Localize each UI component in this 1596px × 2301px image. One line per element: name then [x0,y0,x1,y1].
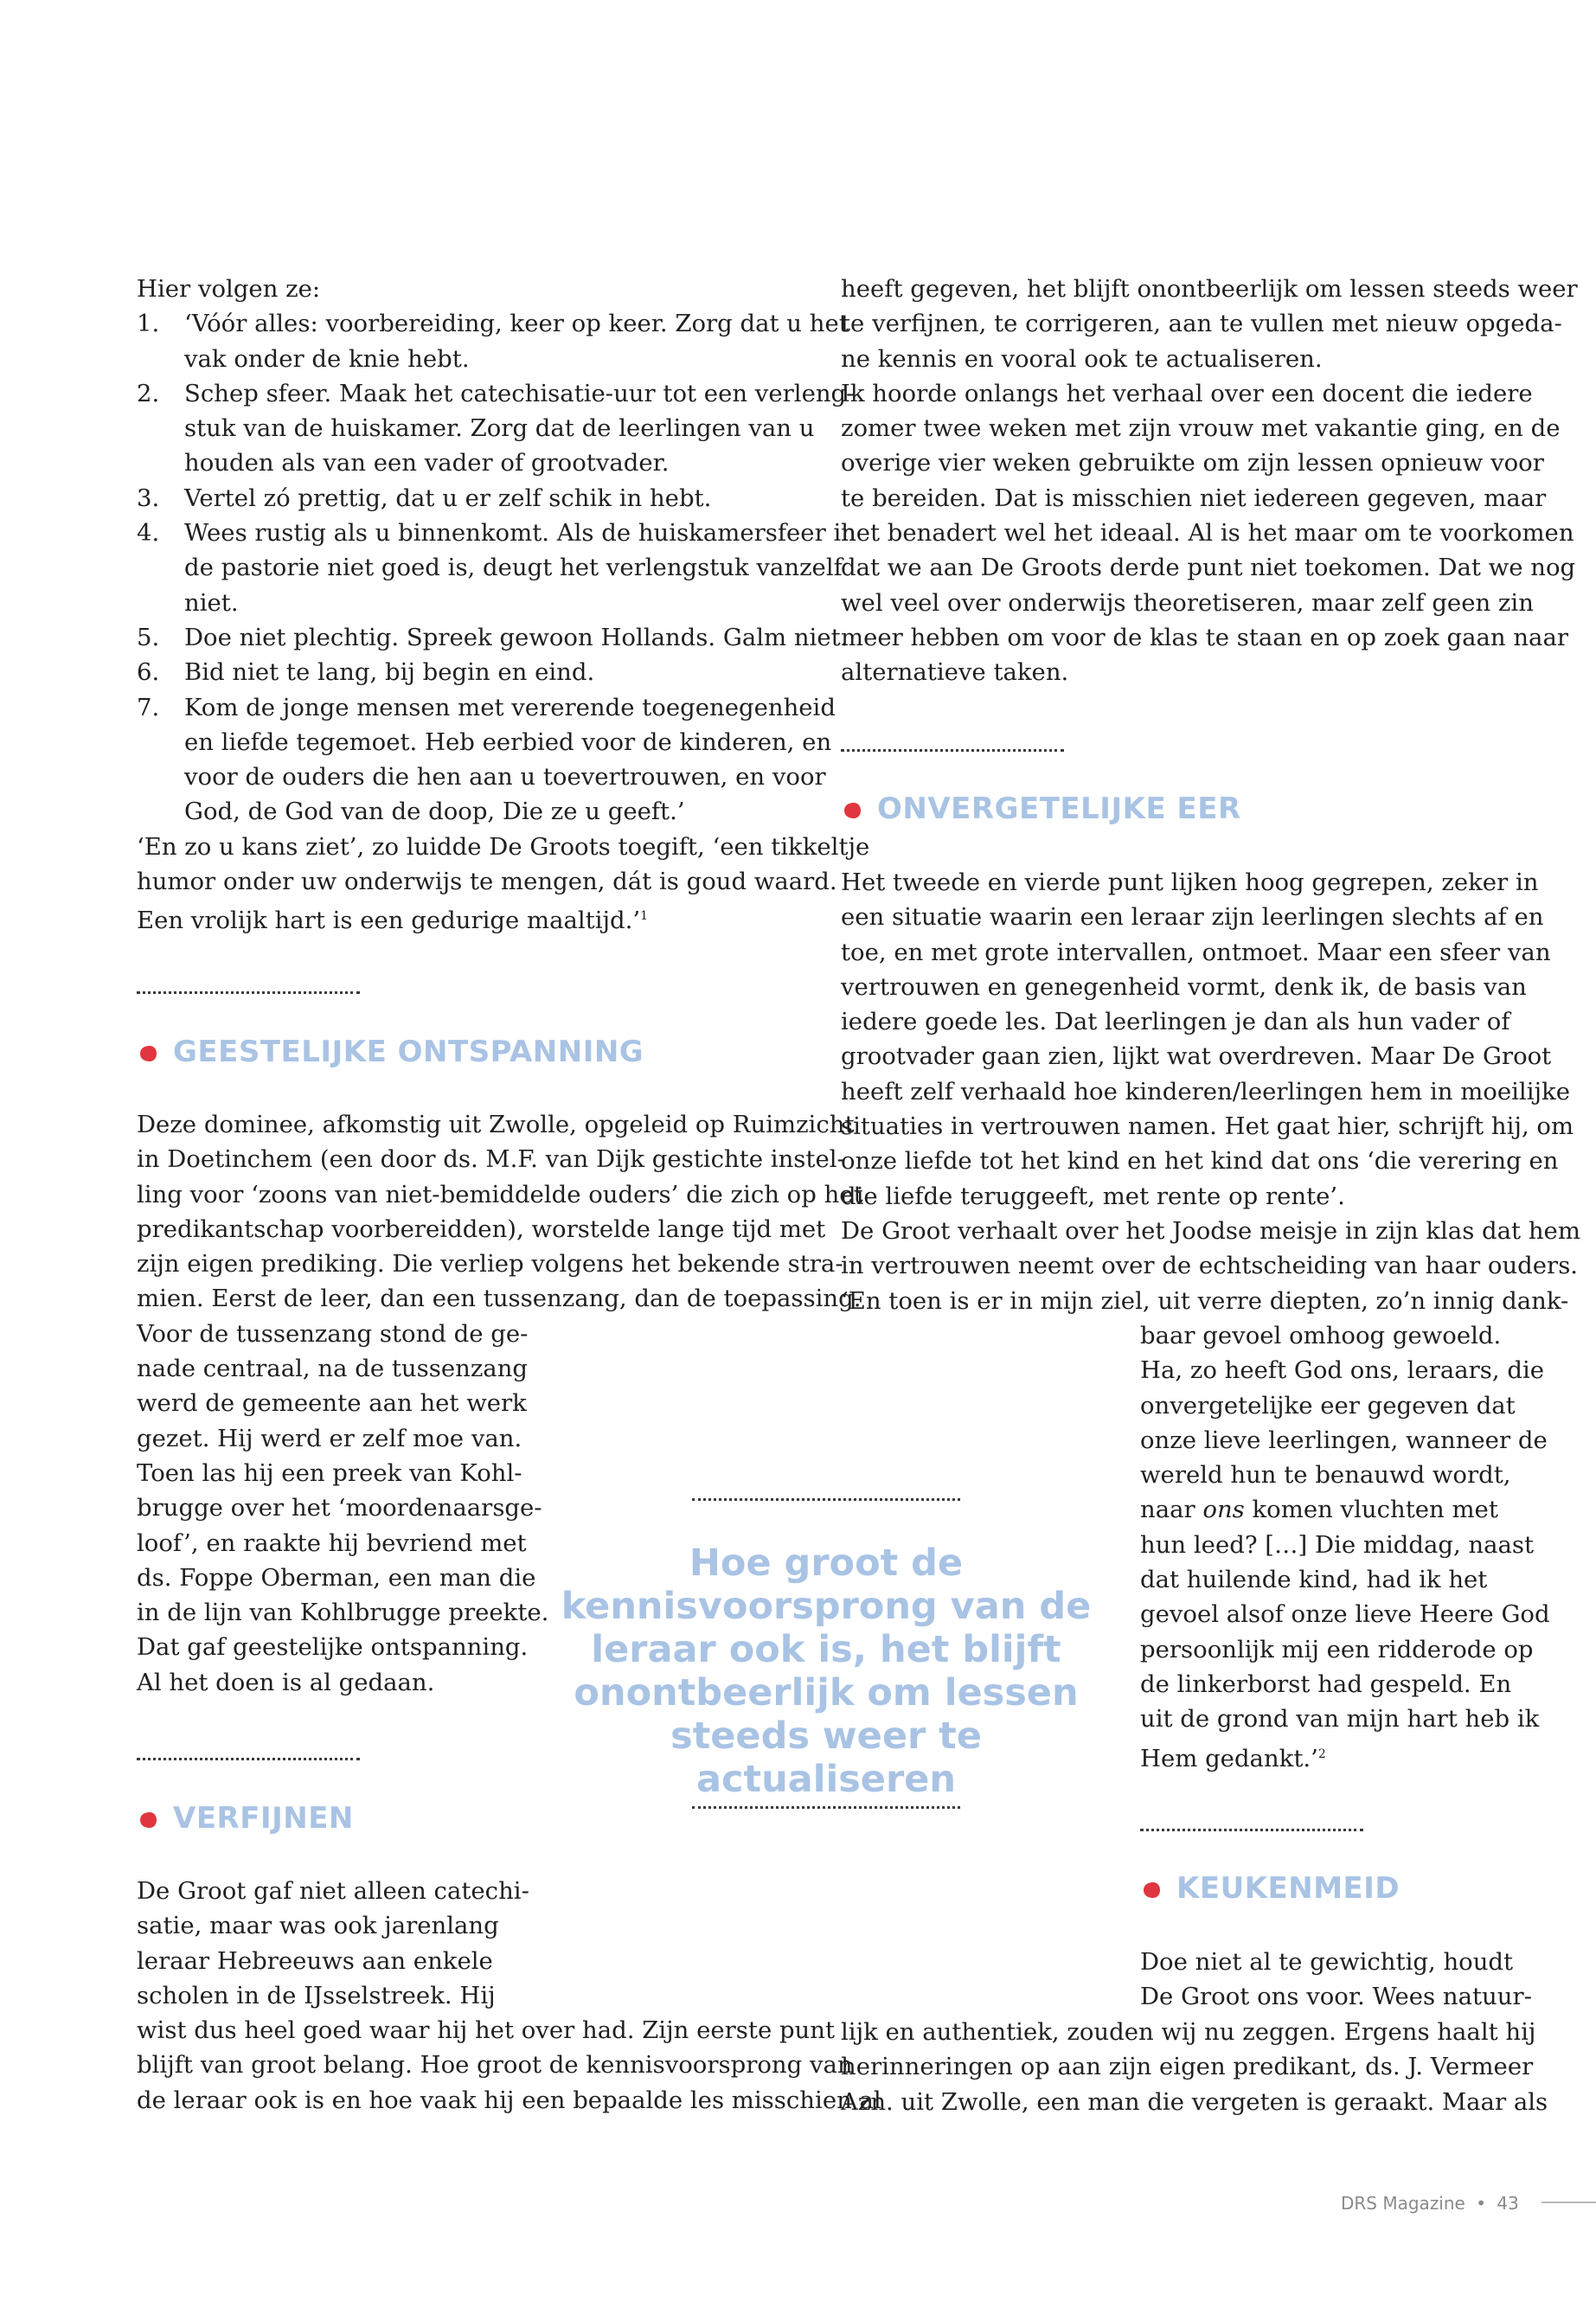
text-line: leraar Hebreeuws aan enkele [137,1946,493,1975]
text-line: het benadert wel het ideaal. Al is het maar om te voorkomen [841,519,1574,548]
text-line: ds. Foppe Oberman, een man die [137,1563,536,1592]
text-line: in de lijn van Kohlbrugge preekte. [137,1599,549,1627]
text-line: iedere goede les. Dat leerlingen je dan als hun vader of [841,1008,1510,1036]
text-line: naar ons komen vluchten met [1140,1496,1498,1524]
text-line: ‘Vóór alles: voorbereiding, keer op keer. Zorg dat u het [184,310,849,338]
list-item [137,376,855,481]
text-line: Schep sfeer. Maak het catechisatie-uur tot een verleng- [184,379,855,407]
emphasis: ons [1202,1496,1245,1524]
text-line: werd de gemeente aan het werk [137,1389,527,1418]
text-line: predikantschap voorbereidden), worstelde lange tijd met [137,1215,826,1243]
text-line: uit de grond van mijn hart heb ik [1140,1705,1540,1734]
list-item [137,655,807,689]
heading-bullet-icon [137,1810,157,1830]
text-line: Hem gedankt.’$^2$ [1140,1744,1326,1772]
text-line: Toen las hij een preek van Kohl- [137,1458,522,1487]
footnote-ref: 2 [1317,1747,1326,1761]
text-line: Het tweede en vierde punt lijken hoog gegrepen, zeker in [841,868,1539,896]
text-line: en liefde tegemoet. Heb eerbied voor de kinderen, en [184,727,832,756]
text-line: te verfijnen, te corrigeren, aan te vullen met nieuw opgeda- [841,310,1562,338]
text-line: Kom de jonge mensen met vererende toegenegenheid [184,693,836,721]
text-line: in Doetinchem (een door ds. M.F. van Dijk gestichte instel- [137,1145,845,1174]
text-line: heeft gegeven, het blijft onontbeerlijk om lessen steeds weer [841,275,1578,303]
text-line: heeft zelf verhaald hoe kinderen/leerlingen hem in moeilijke [841,1077,1570,1106]
section-heading-geestelijke: GEESTELIJKE ONTSPANNING [173,1035,644,1069]
pullquote-divider-bottom [692,1806,960,1809]
text-line: scholen in de IJsselstreek. Hij [137,1981,496,2009]
list-number: 5. [137,623,160,651]
list-number: 4. [137,519,160,548]
intro-text: Hier volgen ze: [137,275,321,303]
list-item [137,481,807,516]
keukenmeid-body-full [841,2015,1548,2119]
heading-bullet-icon [137,1043,157,1064]
footer-rule [1542,2202,1596,2203]
text-line: situaties in vertrouwen namen. Het gaat hier, schrijft hij, om [841,1112,1574,1141]
section-divider [137,991,360,994]
list-item [137,690,836,830]
section-divider [137,1758,360,1760]
pullquote: Hoe groot de kennisvoorsprong van de leraar ook is, het blijft onontbeerlijk om lessen steeds weer te actualiseren [561,1541,1092,1801]
text-line: Doe niet al te gewichtig, houdt [1140,1948,1514,1976]
text-line: Al het doen is al gedaan. [137,1668,435,1696]
text-line: onze lieve leerlingen, wanneer de [1140,1426,1548,1454]
text-line: houden als van een vader of grootvader. [184,449,670,478]
text-line: Ik hoorde onlangs het verhaal over een docent die iedere [841,379,1533,407]
eer-body-full [841,865,1580,1318]
text-line: gezet. Hij werd er zelf moe van. [137,1424,522,1452]
text-line: zomer twee weken met zijn vrouw met vakantie ging, en de [841,414,1561,443]
heading-bullet-icon [1140,1880,1161,1900]
eer-body-narrow [1140,1318,1550,1776]
text-line: wel veel over onderwijs theoretiseren, maar zelf geen zin [841,588,1534,617]
text-line: humor onder uw onderwijs te mengen, dát is goud waard. [137,868,837,896]
text-line: Deze dominee, afkomstig uit Zwolle, opgeleid op Ruimzicht [137,1111,855,1138]
text-line: blijft van groot belang. Hoe groot de kennisvoorsprong van [137,2051,853,2080]
text-line: onze liefde tot het kind en het kind dat ons ‘die verering en [841,1147,1559,1176]
keukenmeid-body-narrow [1140,1945,1532,2015]
text-line: Dat gaf geestelijke ontspanning. [137,1633,529,1662]
page-footer [1341,2193,1519,2214]
text-line: toe, en met grote intervallen, ontmoet. Maar een sfeer van [841,938,1551,966]
text-line: De Groot verhaalt over het Joodse meisje in zijn klas dat hem [841,1216,1580,1245]
list-item [137,306,849,376]
text-line: grootvader gaan zien, lijkt wat overdreven. Maar De Groot [841,1042,1552,1071]
page-number: 43 [1497,2193,1519,2214]
text-line: nade centraal, na de tussenzang [137,1355,529,1383]
text-line: Azn. uit Zwolle, een man die vergeten is geraakt. Maar als [841,2087,1548,2116]
section-heading-eer: ONVERGETELIJKE EER [877,792,1241,826]
text-line: vertrouwen en genegenheid vormt, denk ik, de basis van [841,972,1527,1001]
text-line: een situatie waarin een leraar zijn leerlingen slechts af en [841,903,1544,932]
list-number: 6. [137,658,160,687]
text-line: stuk van de huiskamer. Zorg dat de leerlingen van u [184,414,815,443]
section-heading-keukenmeid: KEUKENMEID [1176,1871,1401,1906]
text-line: die liefde teruggeeft, met rente op rente’. [841,1182,1345,1210]
text-line: ‘En zo u kans ziet’, zo luidde De Groots toegift, ‘een tikkeltje [137,832,870,861]
text-line: Bid niet te lang, bij begin en eind. [184,658,595,687]
text-line: zijn eigen prediking. Die verliep volgens het bekende stra- [137,1250,843,1279]
text-line: herinneringen op aan zijn eigen predikant, ds. J. Vermeer [841,2053,1534,2081]
text-line: satie, maar was ook jarenlang [137,1912,499,1940]
text-line: lijk en authentiek, zouden wij nu zeggen. Ergens haalt hij [841,2018,1536,2046]
footer-separator: • [1476,2193,1487,2214]
text-line: Een vrolijk hart is een gedurige maaltijd.’$^1$ [137,907,649,935]
text-line: in vertrouwen neemt over de echtscheiding van haar ouders. [841,1252,1579,1280]
text-line: de pastorie niet goed is, deugt het verlengstuk vanzelf [184,554,843,582]
text-line: dat we aan De Groots derde punt niet toekomen. Dat we nog [841,554,1576,582]
text-line: de leraar ook is en hoe vaak hij een bepaalde les misschien al [137,2086,881,2114]
rules-list [137,306,856,829]
text-line: De Groot gaf niet alleen catechi- [137,1877,529,1905]
text-line: ne kennis en vooral ook te actualiseren. [841,344,1323,373]
text-line: alternatieve taken. [841,658,1069,687]
list-number: 7. [137,693,160,721]
verfijnen-body [137,1874,881,2118]
magazine-name: DRS Magazine [1341,2193,1465,2214]
list-item [137,516,856,620]
right-column-top [841,272,1578,690]
text-line: Wees rustig als u binnenkomt. Als de huiskamersfeer in [184,519,856,548]
section-divider [841,749,1064,752]
section-divider [1140,1829,1363,1831]
text-line: de linkerborst had gespeld. En [1140,1670,1512,1698]
text-line: Vertel zó prettig, dat u er zelf schik in hebt. [184,484,712,512]
text-line: voor de ouders die hen aan u toevertrouwen, en voor [184,763,826,792]
text-line: mien. Eerst de leer, dan een tussenzang, dan de toepassing. [137,1285,862,1313]
text-line: wist dus heel goed waar hij het over had. Zijn eerste punt [137,2016,836,2045]
pullquote-divider-top [692,1498,960,1501]
text-line: De Groot ons voor. Wees natuur- [1140,1983,1532,2011]
section-heading-verfijnen: VERFIJNEN [173,1801,354,1836]
left-column-top [137,272,870,939]
text-line: meer hebben om voor de klas te staan en op zoek gaan naar [841,623,1568,651]
list-number: 1. [137,310,160,338]
text-line: baar gevoel omhoog gewoeld. [1140,1322,1502,1349]
text-line: Doe niet plechtig. Spreek gewoon Hollands. Galm niet. [184,623,849,651]
list-number: 3. [137,484,160,512]
text-line: te bereiden. Dat is misschien niet iedereen gegeven, maar [841,484,1547,512]
text-line: vak onder de knie hebt. [184,344,470,373]
list-item [137,620,849,655]
text-line: Ha, zo heeft God ons, leraars, die [1140,1356,1545,1385]
text-line: niet. [184,588,239,617]
list-number: 2. [137,379,160,407]
heading-bullet-icon [841,800,862,821]
text-line: persoonlijk mij een ridderode op [1140,1635,1534,1663]
text-line: God, de God van de doop, Die ze u geeft.’ [184,798,685,826]
text-line: onvergetelijke eer gegeven dat [1140,1391,1516,1420]
text-line: overige vier weken gebruikte om zijn lessen opnieuw voor [841,449,1544,478]
text-line: ling voor ‘zoons van niet-bemiddelde ouders’ die zich op het [137,1180,863,1208]
text-line: gevoel alsof onze lieve Heere God [1140,1600,1550,1629]
text-line: hun leed? […] Die middag, naast [1140,1530,1535,1559]
toegift-paragraph [137,830,870,939]
text-line: dat huilende kind, had ik het [1140,1566,1488,1594]
text-line: brugge over het ‘moordenaarsge- [137,1494,542,1522]
text-line: Voor de tussenzang stond de ge- [137,1319,529,1348]
text-line: wereld hun te benauwd wordt, [1140,1461,1511,1490]
text-line: ‘En toen is er in mijn ziel, uit verre diepten, zo’n innig dank- [841,1286,1569,1315]
text-line: loof’, en raakte hij bevriend met [137,1529,527,1557]
footnote-ref: 1 [640,909,649,924]
